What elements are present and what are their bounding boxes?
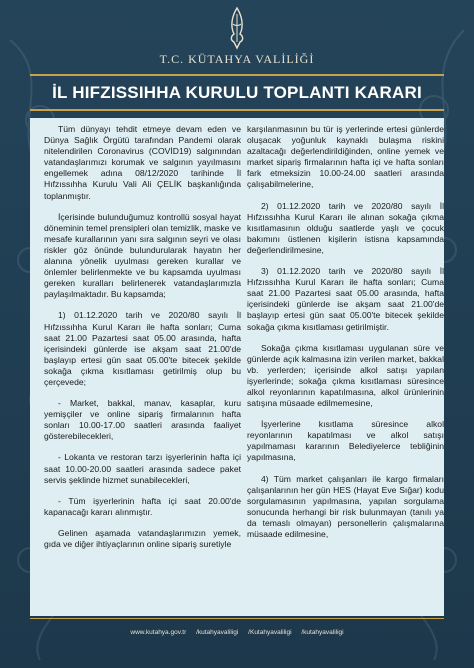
footer-link-website[interactable]: www.kutahya.gov.tr [130, 629, 187, 636]
header [0, 0, 474, 74]
organization-name: T.C. KÜTAHYA VALİLİĞİ [159, 52, 315, 66]
paragraph: İşyerlerine kısıtlama süresince alkol reyonlarının kapatılması ve alkol satışı yapılmaması kararının Belediyelerce tebliğinin yapılmasına, [247, 419, 444, 463]
paragraph: karşılanmasının bu tür iş yerlerinde ertesi günlerde oluşacak yoğunluk kaynaklı bulaşma riskini azaltacağı değerlendirildiğinden, online yemek ve market sipariş firmalarının hafta içi ve hafta sonları fark etmeksizin 10.00-24.00 saatleri arasında çalışabilmelerine, [247, 124, 444, 190]
paragraph: 1) 01.12.2020 tarih ve 2020/80 sayılı İl Hıfzıssıhha Kurul Kararı ile hafta sonları; Cuma saat 21.00 Pazartesi saat 05.00 arasında, hafta içerisindeki günlerde ise akşam saat 21.00'de başlayıp ertesi gün saat 05.00'te bitecek şekilde sokağa çıkma kısıtlaması getirilmiş olup bu çerçevede; [44, 310, 241, 387]
divider-bottom [30, 618, 444, 619]
divider-top [30, 74, 444, 76]
governorship-emblem-icon [222, 6, 252, 50]
footer-link-social-1[interactable]: /kutahyavaliligi [196, 629, 239, 636]
paragraph: - Market, bakkal, manav, kasaplar, kuru yemişçiler ve online sipariş firmalarının hafta sonları 10.00-17.00 saatleri arasında faaliyet gösterebilecekleri, [44, 398, 241, 442]
text-column-left [44, 124, 241, 612]
text-column-right [247, 124, 444, 612]
paragraph: İçerisinde bulunduğumuz kontrollü sosyal hayat döneminin temel prensipleri olan temizlik, maske ve mesafe kurallarının yanı sıra salgının seyri ve olası riskler göz önünde bulundurularak hayatın her alanına yönelik uyulması gereken kurallar ve önlemler belirlenmekte ve bu kapsamda uyulması gereken kuralları belirlenerek vatandaşlarımızla paylaşılmaktadır. Bu kapsamda; [44, 211, 241, 300]
footer [0, 622, 474, 644]
paragraph: 4) Tüm market çalışanları ile kargo firmaları çalışanlarının her gün HES (Hayat Eve Sığar) kodu sorgulamasının yapılmasına, yapılan sorgulama sonucunda herhangi bir risk bulunmayan (tanılı ya da temaslı olmayan) personellerin çalışmalarına müsaade edilmesine, [247, 473, 444, 539]
footer-link-social-3[interactable]: /kutahyavaliligi [301, 629, 344, 636]
paragraph: - Lokanta ve restoran tarzı işyerlerinin hafta içi saat 10.00-20.00 saatleri arasında sadece paket servis şeklinde hizmet sunabilecekleri, [44, 452, 241, 485]
paragraph: Gelinen aşamada vatandaşlarımızın yemek, gıda ve diğer ihtiyaçlarının online sipariş suretiyle [44, 527, 241, 549]
paragraph: - Tüm işyerlerinin hafta içi saat 20.00'de kapanacağı kararı alınmıştır. [44, 495, 241, 517]
page-title: İL HIFZISSIHHA KURULU TOPLANTI KARARI [52, 83, 422, 102]
footer-link-social-2[interactable]: /Kutahyavaliligi [248, 629, 292, 636]
paragraph: Sokağa çıkma kısıtlaması uygulanan süre ve günlerde açık kalmasına izin verilen market, bakkal vb. yerlerden; içerisinde alkol satışı yapılan işyerlerinde; sokağa çıkma kısıtlaması süresince alkol reyonlarının kapatılmasına, alkol ürünlerinin satışına müsaade edilmemesine, [247, 342, 444, 409]
paragraph: 3) 01.12.2020 tarih ve 2020/80 sayılı İl Hıfzıssıhha Kurul Kararı ile hafta sonları; Cuma saat 21.00 Pazartesi saat 05.00 arasında, hafta içerisindeki günlerde ise akşam saat 21.00'de başlayıp ertesi gün saat 05.00'te bitecek şekilde sokağa çıkma kısıtlaması getirilmiştir. [247, 266, 444, 332]
paragraph: 2) 01.12.2020 tarih ve 2020/80 sayılı İl Hıfzıssıhha Kurul Kararı ile alınan sokağa çıkma kısıtlamasının olduğu saatlerde yaşlı ve çocuk bakımını üstlenen kişilerin istisna kapsamında değerlendirilmesine, [247, 200, 444, 255]
divider-title [30, 109, 444, 111]
paragraph: Tüm dünyayı tehdit etmeye devam eden ve Dünya Sağlık Örgütü tarafından Pandemi olarak nitelendirilen Coronavirus (COVİD19) salgınından vatandaşlarımızı korumak ve salgının yayılmasını engellemek adına 08/12/2020 tarihinde İl Hıfzıssıhha Kurulu Vali Ali ÇELİK başkanlığında toplanmıştır. [44, 124, 241, 201]
content-panel [30, 118, 444, 616]
